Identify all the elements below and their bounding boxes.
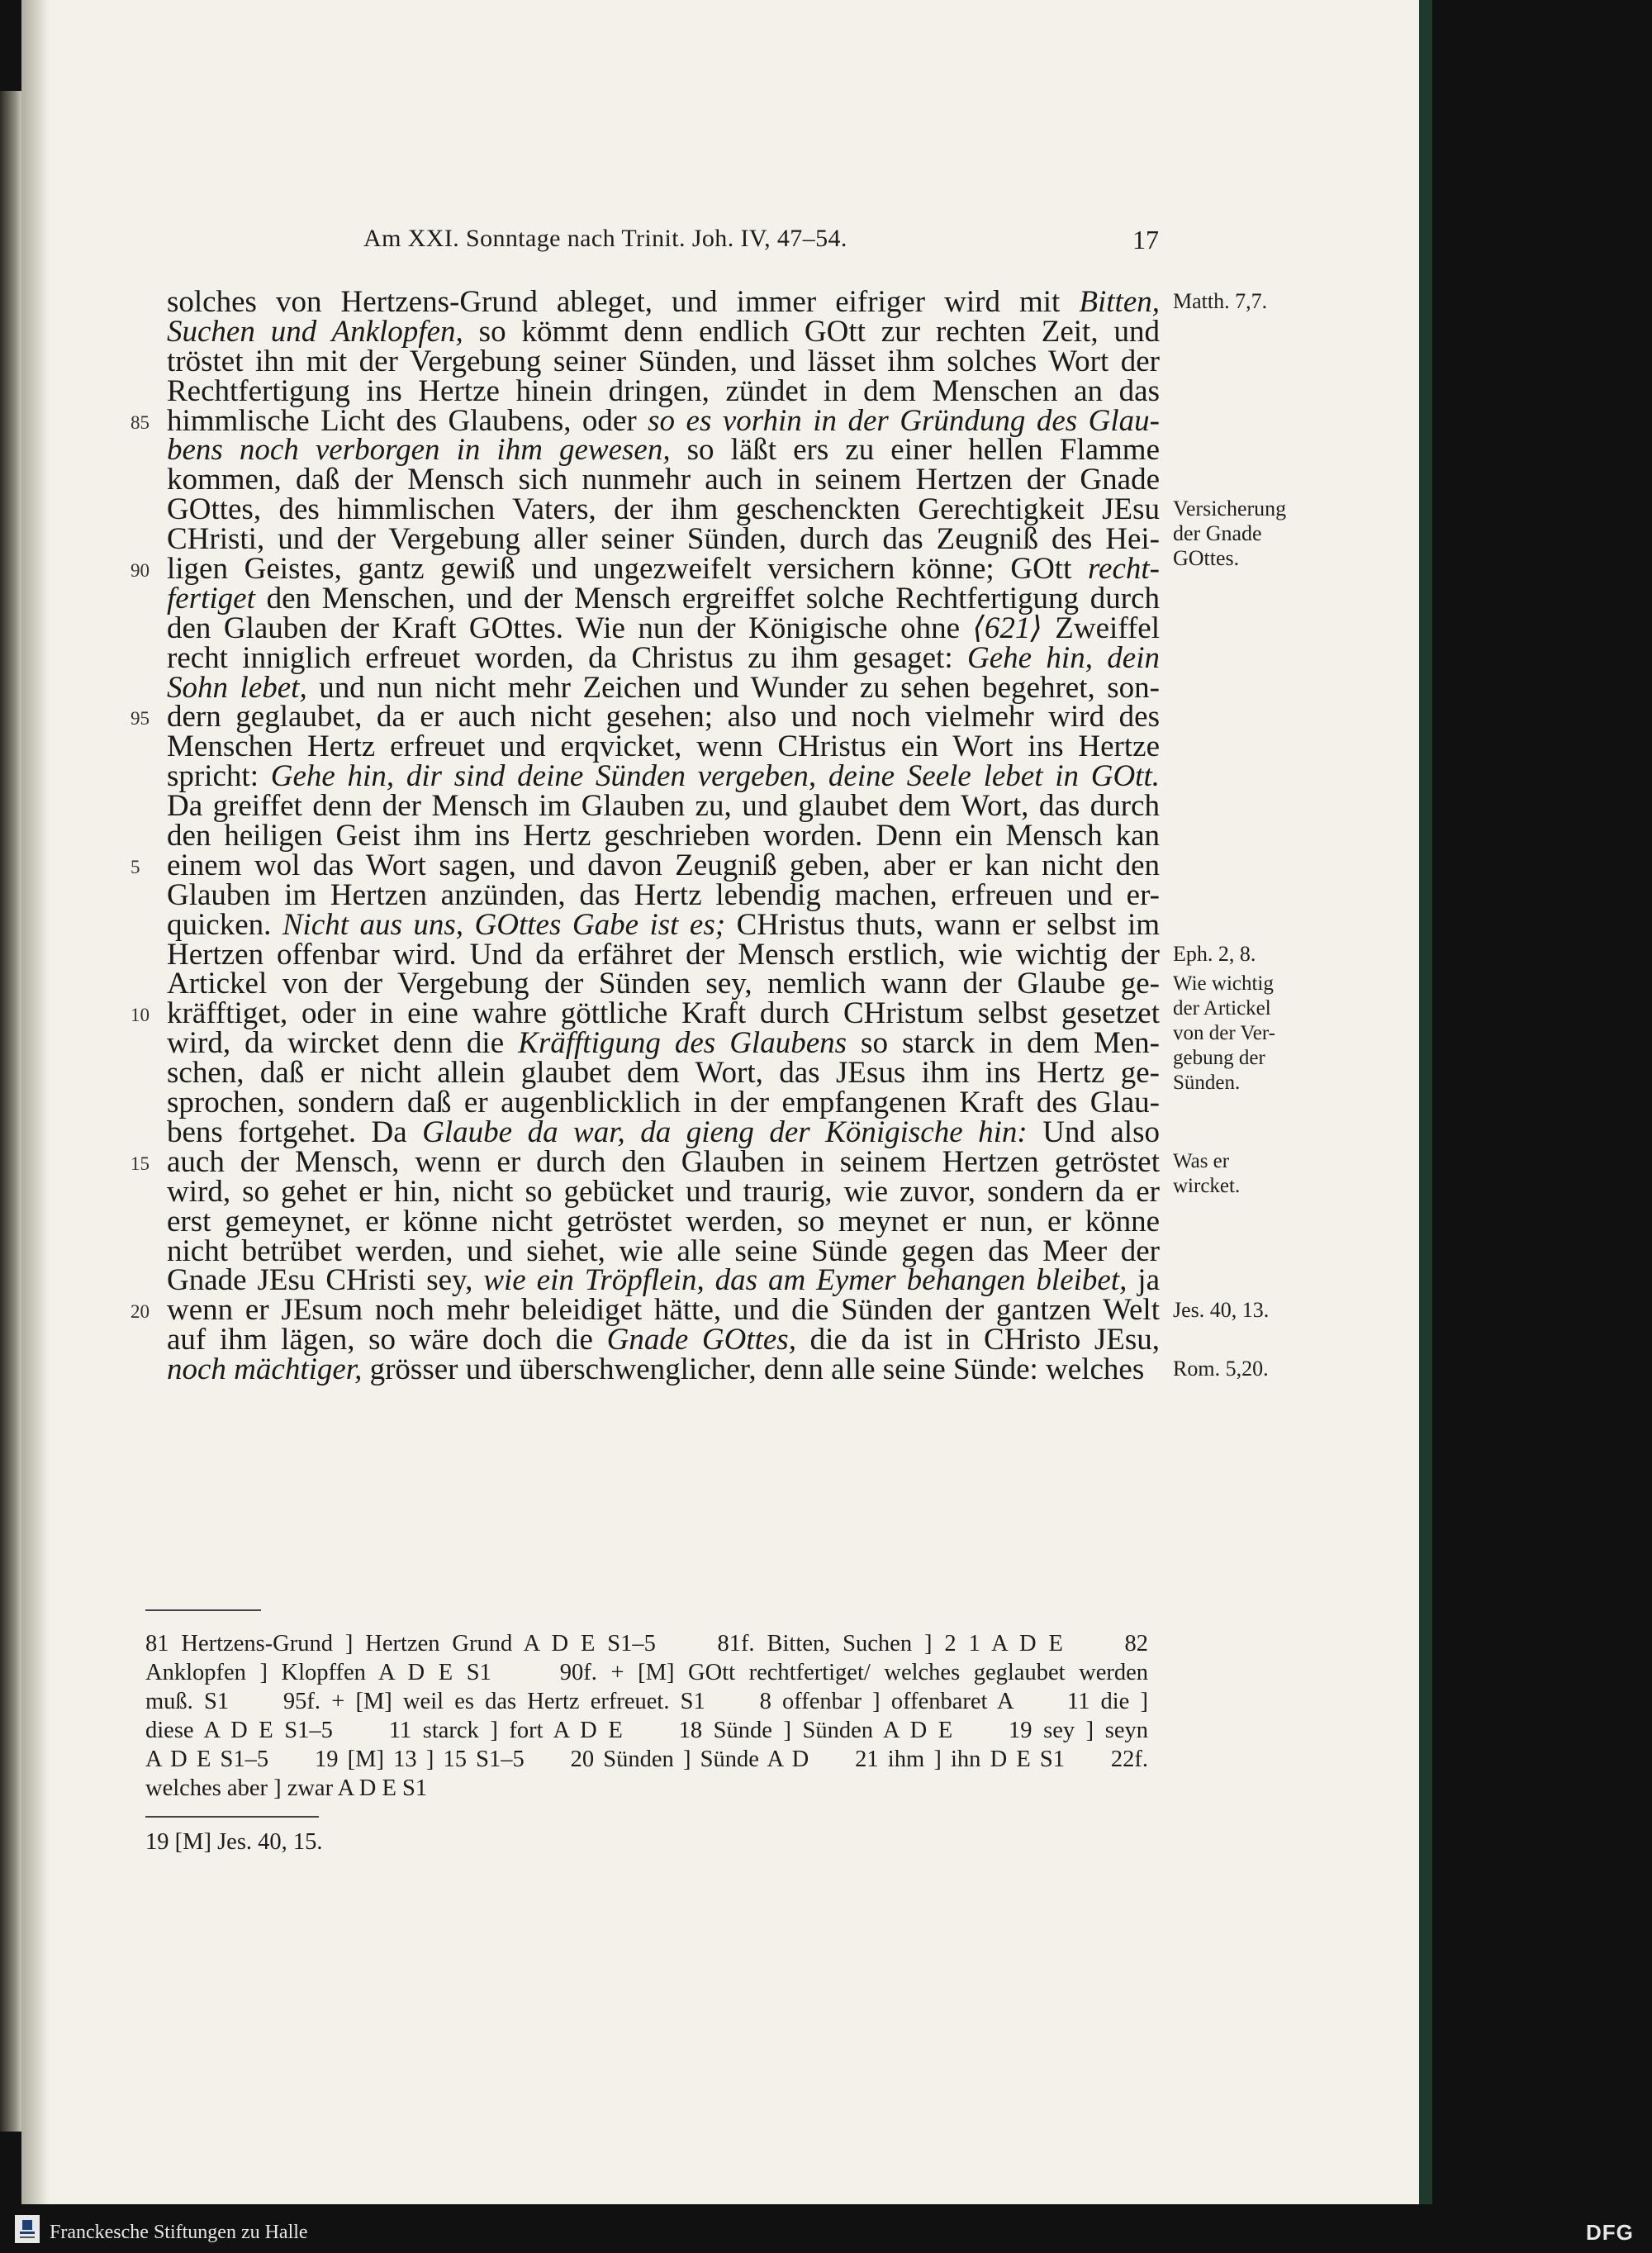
text-span: auch der Mensch, wenn er durch den Glauben in seinem Hertzen getröstet — [167, 1144, 1160, 1179]
book-cover-edge — [1419, 0, 1432, 2204]
text-line — [167, 1325, 1160, 1355]
text-line — [131, 848, 1160, 882]
margin-note-line: Wie wichtig — [1173, 972, 1274, 995]
text-line — [167, 492, 1160, 527]
text-line — [131, 403, 1160, 438]
text-span: sprochen, sondern daß er augenblicklich in der empfangenen Kraft des Glau- — [167, 1086, 1160, 1120]
text-span: auf ihm lägen, so wäre doch die — [167, 1323, 607, 1357]
second-apparatus-divider — [145, 1816, 319, 1818]
margin-note-line: Matth. 7,7. — [1173, 289, 1268, 313]
text-span: wird, da wircket denn die — [167, 1026, 519, 1061]
italic-text: Gnade GOttes, — [606, 1323, 796, 1357]
text-span: Artickel von der Vergebung der Sünden sey, nemlich wann der Glaube ge- — [167, 967, 1160, 1001]
dfg-badge: DFG — [1586, 2220, 1634, 2245]
text-span: Rechtfertigung ins Hertze hinein dringen, zündet in dem Menschen an das — [167, 373, 1160, 408]
text-span: den Menschen, und der Mensch ergreiffet solche Rechtfertigung durch — [254, 581, 1160, 616]
text-line — [167, 465, 1160, 495]
margin-note — [1173, 289, 1267, 314]
text-line — [167, 581, 1160, 616]
text-span: solches von Hertzens-Grund ableget, und immer eifriger wird mit — [167, 285, 1080, 319]
text-span: ligen Geistes, gantz gewiß und ungezweifelt versichern könne; GOtt — [167, 552, 1089, 587]
text-line — [131, 996, 1160, 1031]
margin-note-line: GOttes. — [1173, 546, 1240, 571]
text-line — [167, 1088, 1160, 1118]
apparatus-line: diese A D E S1–5 11 starck ] fort A D E 18 Sünde ] Sünden A D E 19 sey ] seyn — [145, 1718, 1148, 1743]
text-span: quicken. — [167, 907, 282, 942]
margin-note — [1173, 1298, 1269, 1323]
text-span: CHristi, und der Vergebung aller seiner Sünden, durch das Zeugniß des Hei- — [167, 522, 1160, 557]
text-line — [167, 611, 1161, 645]
margin-note — [1173, 1357, 1269, 1381]
text-line — [167, 285, 1160, 319]
italic-text: Kräfftigung des Glaubens — [518, 1026, 847, 1061]
margin-note-line: Eph. 2, 8. — [1173, 941, 1256, 966]
line-number: 5 — [131, 856, 140, 877]
text-line — [167, 522, 1160, 557]
text-span: und nun nicht mehr Zeichen und Wunder zu sehen begehret, son- — [306, 670, 1160, 705]
text-span: Menschen Hertz erfreuet und erqvicket, wenn CHristus ein Wort ins Hertze — [167, 730, 1160, 764]
book-left-edge — [0, 91, 21, 2132]
text-span: dern geglaubet, da er auch nicht gesehen; also und noch vielmehr wird des — [167, 700, 1160, 734]
main-text-block — [131, 285, 1287, 1387]
text-span: tröstet ihn mit der Vergebung seiner Sünden, und lässet ihm solches Wort der — [167, 344, 1160, 378]
margin-note-line: Versicherung — [1173, 497, 1287, 521]
margin-note-line: Sünden. — [1173, 1071, 1241, 1094]
line-number: 95 — [131, 708, 150, 730]
margin-note-line: Jes. 40, 13. — [1173, 1297, 1270, 1322]
italic-text: Glaube da war, da gieng der Königische hin: — [422, 1115, 1028, 1149]
institution-label: Franckesche Stiftungen zu Halle — [50, 2222, 308, 2243]
italic-text: fertiget — [167, 581, 255, 616]
margin-note-line: von der Ver- — [1173, 1021, 1275, 1044]
margin-note — [1173, 1149, 1240, 1199]
text-span: Und also — [1027, 1115, 1160, 1149]
text-span: einem wol das Wort sagen, und davon Zeugniß geben, aber er kan nicht den — [167, 848, 1160, 882]
text-line — [131, 1293, 1160, 1328]
margin-note-line: der Gnade — [1173, 521, 1262, 546]
text-span: kräfftiget, oder in eine wahre göttliche Kraft durch CHristum selbst gesetzet — [167, 996, 1160, 1031]
text-line — [167, 670, 1160, 705]
text-line — [167, 759, 1160, 794]
apparatus-line: A D E S1–5 19 [M] 13 ] 15 S1–5 20 Sünden ] Sünde A D 21 ihm ] ihn D E S1 22f. — [145, 1747, 1148, 1772]
text-span: den Glauben der Kraft GOttes. Wie nun der Königische ohne — [167, 611, 973, 645]
italic-text: Bitten, — [1079, 285, 1160, 319]
text-line — [167, 821, 1160, 851]
italic-text: Suchen und Anklopfen, — [167, 314, 463, 349]
apparatus-line: muß. S1 95f. + [M] weil es das Hertz erfreuet. S1 8 offenbar ] offenbaret A 11 die ] — [145, 1689, 1148, 1714]
line-number: 90 — [131, 560, 150, 582]
text-line — [131, 552, 1160, 587]
italic-text: Gehe hin, dir sind deine Sünden vergeben, deine Seele lebet in GOtt. — [270, 759, 1160, 794]
institution-logo-icon — [15, 2215, 40, 2243]
book-page — [21, 0, 1419, 2204]
text-line — [167, 1204, 1160, 1238]
text-line — [167, 314, 1160, 349]
running-head: Am XXI. Sonntage nach Trinit. Joh. IV, 47–54. — [363, 225, 847, 252]
critical-apparatus — [145, 1629, 1148, 1803]
italic-text: recht- — [1088, 552, 1160, 587]
text-span: GOttes, des himmlischen Vaters, der ihm geschenckten Gerechtigkeit JEsu — [167, 492, 1160, 527]
apparatus-line: 81 Hertzens-Grund ] Hertzen Grund A D E S1–5 81f. Bitten, Suchen ] 2 1 A D E 82 — [145, 1631, 1148, 1656]
text-line — [167, 907, 1161, 942]
margin-note-line: Was er — [1173, 1150, 1230, 1173]
line-number: 10 — [131, 1005, 150, 1026]
text-span: Glauben im Hertzen anzünden, das Hertz lebendig machen, erfreuen und er- — [167, 877, 1160, 912]
text-line — [167, 1263, 1160, 1298]
margin-note-line: gebung der — [1173, 1046, 1265, 1069]
text-line — [131, 1144, 1160, 1179]
text-span: grösser und überschwenglicher, denn alle seine Sünde: welches — [362, 1352, 1145, 1387]
text-span: Zweiffel — [1042, 611, 1161, 645]
text-span: recht inniglich erfreuet worden, da Christus zu ihm gesaget: — [167, 640, 967, 675]
text-line — [167, 732, 1160, 762]
apparatus-line: Anklopfen ] Klopffen A D E S1 90f. + [M] GOtt rechtfertiget/ welches geglaubet werden — [145, 1660, 1148, 1685]
text-span: Da greiffet denn der Mensch im Glauben zu, und glaubet dem Wort, das durch — [167, 789, 1160, 824]
text-line — [167, 1026, 1160, 1061]
text-span: Hertzen offenbar wird. Und da erfähret der Mensch erstlich, wie wichtig der — [167, 937, 1160, 972]
margin-note-line: wircket. — [1173, 1175, 1241, 1198]
margin-note-line: der Artickel — [1173, 996, 1271, 1020]
text-span: kommen, daß der Mensch sich nunmehr auch in seinem Hertzen der Gnade — [167, 463, 1160, 497]
text-span: himmlische Licht des Glaubens, oder — [167, 403, 648, 438]
text-span: nicht betrübet werden, und siehet, wie alle seine Sünde gegen das Meer der — [167, 1233, 1160, 1268]
text-span: CHristus thuts, wann er selbst im — [725, 907, 1161, 942]
source-apparatus: 19 [M] Jes. 40, 15. — [145, 1829, 323, 1855]
margin-note-line: Rom. 5,20. — [1173, 1357, 1269, 1381]
text-span: die da ist in CHristo JEsu, — [795, 1323, 1160, 1357]
line-number: 20 — [131, 1301, 150, 1323]
text-span: bens fortgehet. Da — [167, 1115, 423, 1149]
text-span: den heiligen Geist ihm ins Hertz geschrieben worden. Denn ein Mensch kan — [167, 819, 1160, 853]
text-line — [167, 640, 1161, 675]
italic-text: wie ein Tröpflein, das am Eymer behangen bleibet, — [483, 1263, 1127, 1298]
margin-note — [1173, 497, 1286, 571]
text-span: schen, daß er nicht allein glaubet dem Wort, das JEsus ihm ins Hertz ge- — [167, 1056, 1160, 1091]
text-line — [167, 877, 1160, 912]
line-number: 85 — [131, 411, 150, 433]
text-line — [167, 1056, 1160, 1091]
text-span: Gnade JEsu CHristi sey, — [167, 1263, 484, 1298]
italic-text: Gehe hin, dein — [966, 640, 1161, 675]
text-line — [167, 1115, 1160, 1149]
line-number: 15 — [131, 1153, 150, 1174]
text-span: so läßt ers zu einer hellen Flamme — [670, 433, 1161, 468]
italic-text: noch mächtiger, — [167, 1352, 363, 1387]
text-line — [167, 433, 1161, 468]
apparatus-divider — [145, 1609, 261, 1611]
italic-text: bens noch verborgen in ihm gewesen, — [167, 433, 671, 468]
text-line — [131, 700, 1160, 734]
text-line — [167, 1352, 1160, 1387]
text-line — [167, 344, 1160, 378]
apparatus-line: welches aber ] zwar A D E S1 — [145, 1775, 428, 1801]
text-span: ja — [1127, 1263, 1160, 1298]
text-line — [167, 937, 1160, 972]
margin-note — [1173, 972, 1275, 1096]
text-line — [167, 373, 1160, 408]
text-line — [167, 1174, 1160, 1209]
page-number: 17 — [1132, 225, 1159, 254]
text-span: wenn er JEsum noch mehr beleidiget hätte, und die Sünden der gantzen Welt — [167, 1293, 1160, 1328]
text-span: wird, so gehet er hin, nicht so gebücket und traurig, wie zuvor, sondern da er — [167, 1174, 1160, 1209]
text-span: so kömmt denn endlich GOtt zur rechten Zeit, und — [463, 314, 1160, 349]
text-line — [167, 969, 1160, 999]
italic-text: Sohn lebet, — [167, 670, 307, 705]
text-span: erst gemeynet, er könne nicht getröstet werden, so meynet er nun, er könne — [167, 1204, 1160, 1238]
margin-note — [1173, 942, 1256, 967]
italic-text: Nicht aus uns, GOttes Gabe ist es; — [282, 907, 726, 942]
text-line — [167, 1233, 1160, 1268]
text-span: spricht: — [167, 759, 271, 794]
page-gutter-shadow — [21, 0, 50, 2204]
text-span: so starck in dem Men- — [847, 1026, 1160, 1061]
text-line — [167, 789, 1160, 824]
italic-text: so es vorhin in der Gründung des Glau- — [648, 403, 1160, 438]
italic-text: ⟨621⟩ — [972, 611, 1042, 645]
